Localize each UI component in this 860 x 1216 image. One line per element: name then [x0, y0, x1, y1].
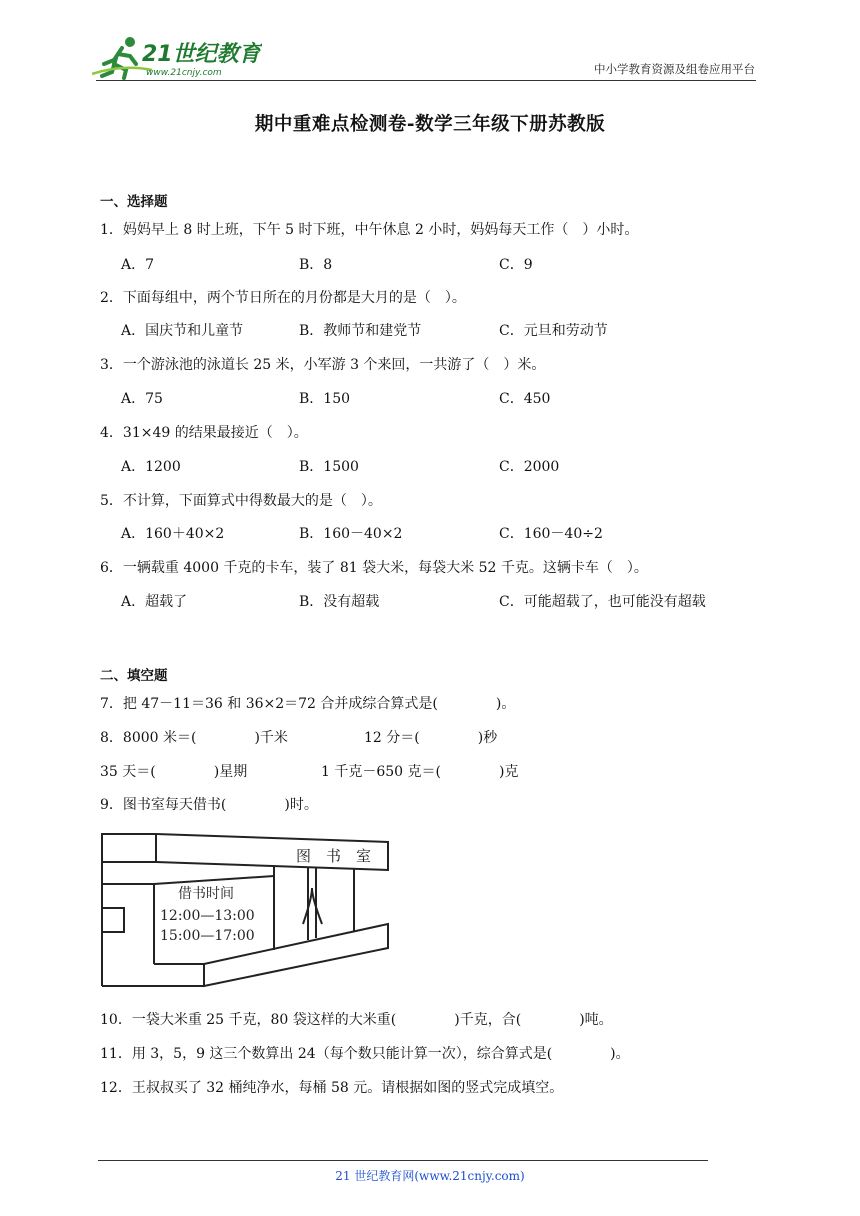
question-11 — [100, 1043, 630, 1063]
option-2b: B．教师节和建党节 — [299, 323, 422, 339]
question-9-end: )时。 — [284, 797, 318, 813]
option-5b: B．160－40×2 — [299, 526, 403, 542]
option-3c: C．450 — [499, 391, 551, 407]
question-4: 4．31×49 的结果最接近（ ）。 — [100, 425, 308, 441]
site-logo — [92, 34, 262, 80]
question-10-text: 10．一袋大米重 25 千克，80 袋这样的大米重( — [100, 1012, 397, 1028]
question-8c-end: )星期 — [213, 764, 248, 780]
option-6c: C．可能超载了，也可能没有超载 — [499, 594, 706, 610]
question-10-mid: )千克，合( — [454, 1012, 522, 1028]
question-8a-text: 8．8000 米＝( — [100, 730, 197, 746]
question-9 — [100, 794, 318, 814]
library-sign: 图 书 室 — [296, 847, 372, 865]
option-5c: C．160－40÷2 — [499, 526, 603, 542]
option-1a: A．7 — [121, 257, 155, 273]
question-1: 1．妈妈早上 8 时上班，下午 5 时下班，中午休息 2 小时，妈妈每天工作（ ）小时。 — [100, 222, 639, 238]
question-7 — [100, 693, 515, 713]
question-8c-text: 35 天＝( — [100, 764, 156, 780]
question-8b — [364, 727, 497, 747]
option-6b: B．没有超载 — [299, 594, 380, 610]
hours-afternoon: 15:00—17:00 — [160, 928, 255, 944]
question-8a — [100, 727, 288, 747]
question-8b-end: )秒 — [477, 730, 498, 746]
door-handles — [303, 888, 322, 924]
header-platform-text: 中小学教育资源及组卷应用平台 — [594, 62, 755, 76]
option-5a: A．160＋40×2 — [121, 526, 225, 542]
logo-text: 21世纪教育 — [142, 42, 261, 67]
option-4a: A．1200 — [121, 459, 181, 475]
question-6: 6．一辆载重 4000 千克的卡车，装了 81 袋大米，每袋大米 52 千克。这辆卡车（ ）。 — [100, 560, 648, 576]
footer-link[interactable]: 21 世纪教育网(www.21cnjy.com) — [335, 1169, 525, 1183]
question-11-text: 11．用 3，5，9 这三个数算出 24（每个数只能计算一次），综合算式是( — [100, 1046, 553, 1062]
section-heading-fill: 二、填空题 — [100, 668, 168, 684]
question-8a-end: )千米 — [254, 730, 288, 746]
header-divider — [96, 80, 756, 81]
option-2a: A．国庆节和儿童节 — [121, 323, 244, 339]
question-2: 2．下面每组中，两个节日所在的月份都是大月的是（ ）。 — [100, 290, 466, 306]
hours-morning: 12:00—13:00 — [160, 908, 255, 924]
option-3a: A．75 — [121, 391, 163, 407]
question-8b-text: 12 分＝( — [364, 730, 420, 746]
question-5: 5．不计算，下面算式中得数最大的是（ ）。 — [100, 493, 382, 509]
question-8d-text: 1 千克－650 克＝( — [321, 764, 441, 780]
logo-url: www.21cnjy.com — [146, 68, 222, 78]
option-1b: B．8 — [299, 257, 333, 273]
option-3b: B．150 — [299, 391, 351, 407]
option-1c: C．9 — [499, 257, 533, 273]
question-3: 3．一个游泳池的泳道长 25 米，小军游 3 个来回，一共游了（ ）米。 — [100, 357, 546, 373]
question-7-end: )。 — [495, 696, 516, 712]
question-10 — [100, 1009, 613, 1029]
option-4c: C．2000 — [499, 459, 560, 475]
option-4b: B．1500 — [299, 459, 359, 475]
question-12: 12．王叔叔买了 32 桶纯净水，每桶 58 元。请根据如图的竖式完成填空。 — [100, 1080, 564, 1096]
question-8d — [321, 761, 518, 781]
question-8d-end: )克 — [499, 764, 519, 780]
library-illustration — [100, 828, 392, 990]
question-8c — [100, 761, 247, 781]
question-10-end: )吨。 — [579, 1012, 613, 1028]
option-2c: C．元旦和劳动节 — [499, 323, 608, 339]
hours-title: 借书时间 — [178, 886, 234, 902]
page-title: 期中重难点检测卷-数学三年级下册苏教版 — [254, 114, 606, 135]
question-11-end: )。 — [610, 1046, 630, 1062]
option-6a: A．超载了 — [121, 594, 188, 610]
footer-divider — [98, 1160, 708, 1161]
section-heading-choice: 一、选择题 — [100, 194, 168, 210]
question-9-text: 9．图书室每天借书( — [100, 797, 227, 813]
side-window — [102, 908, 124, 932]
question-7-text: 7．把 47－11＝36 和 36×2＝72 合并成综合算式是( — [100, 696, 438, 712]
